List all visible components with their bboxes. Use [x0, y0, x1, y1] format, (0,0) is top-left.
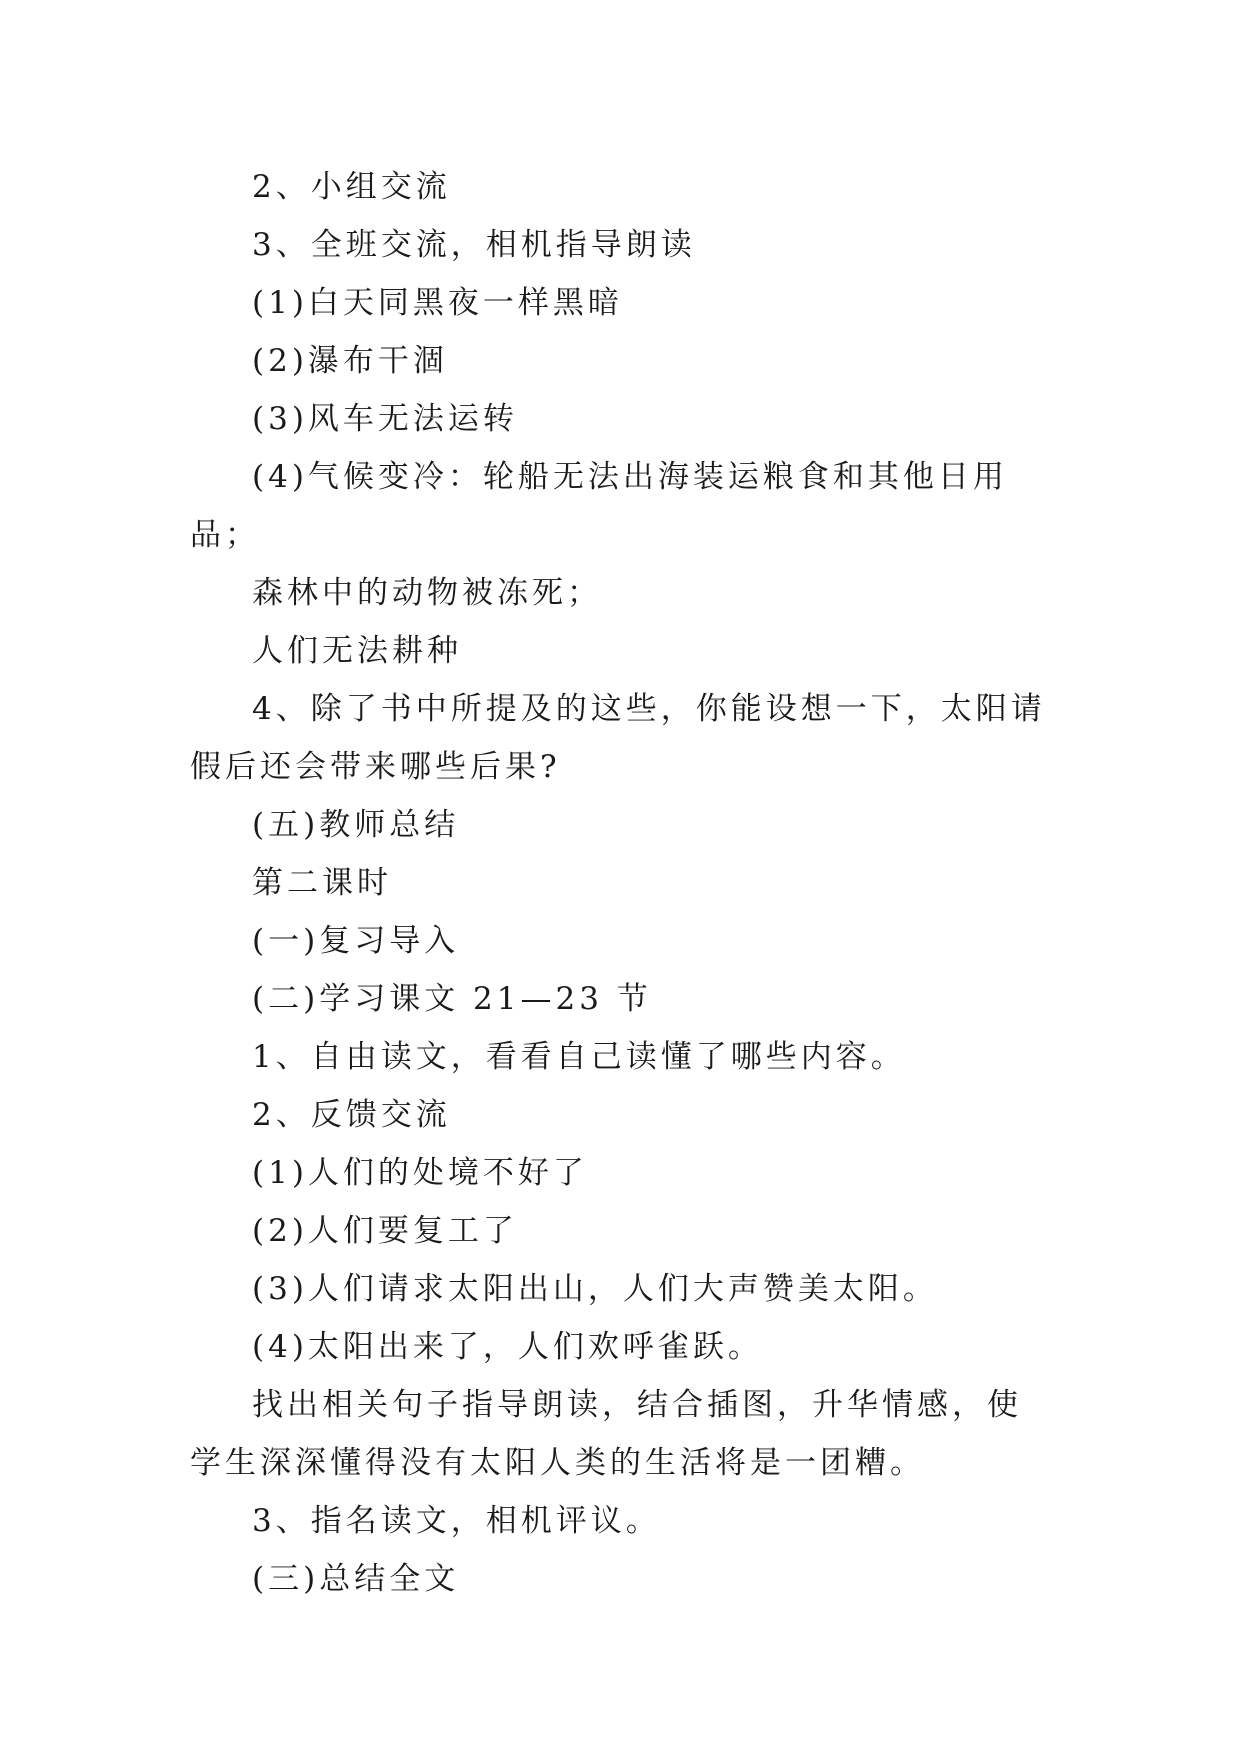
paragraph-3: (1)白天同黑夜一样黑暗	[252, 285, 623, 321]
paragraph-14: 1、自由读文，看看自己读懂了哪些内容。	[252, 1039, 906, 1075]
paragraph-20: 找出相关句子指导朗读，结合插图，升华情感，使学生深深懂得没有太阳人类的生活将是一团糟。	[190, 1387, 1022, 1481]
paragraph-21: 3、指名读文，相机评议。	[252, 1503, 661, 1539]
paragraph-16: (1)人们的处境不好了	[252, 1155, 588, 1191]
paragraph-11: 第二课时	[252, 865, 392, 901]
paragraph-19: (4)太阳出来了，人们欢呼雀跃。	[252, 1329, 763, 1365]
paragraph-13: (二)学习课文 21—23 节	[252, 981, 652, 1017]
paragraph-8: 人们无法耕种	[252, 633, 462, 669]
paragraph-1: 2、小组交流	[252, 169, 451, 205]
paragraph-9: 4、除了书中所提及的这些，你能设想一下，太阳请假后还会带来哪些后果?	[190, 691, 1046, 785]
paragraph-2: 3、全班交流，相机指导朗读	[252, 227, 696, 263]
paragraph-17: (2)人们要复工了	[252, 1213, 518, 1249]
paragraph-22: (三)总结全文	[252, 1561, 460, 1597]
paragraph-18: (3)人们请求太阳出山，人们大声赞美太阳。	[252, 1271, 938, 1307]
paragraph-7: 森林中的动物被冻死；	[252, 575, 602, 611]
paragraph-4: (2)瀑布干涸	[252, 343, 448, 379]
paragraph-15: 2、反馈交流	[252, 1097, 451, 1133]
paragraph-12: (一)复习导入	[252, 923, 460, 959]
paragraph-10: (五)教师总结	[252, 807, 460, 843]
paragraph-5: (3)风车无法运转	[252, 401, 518, 437]
document-body	[190, 158, 1050, 1608]
paragraph-6: (4)气候变冷：轮船无法出海装运粮食和其他日用品；	[190, 459, 1008, 553]
